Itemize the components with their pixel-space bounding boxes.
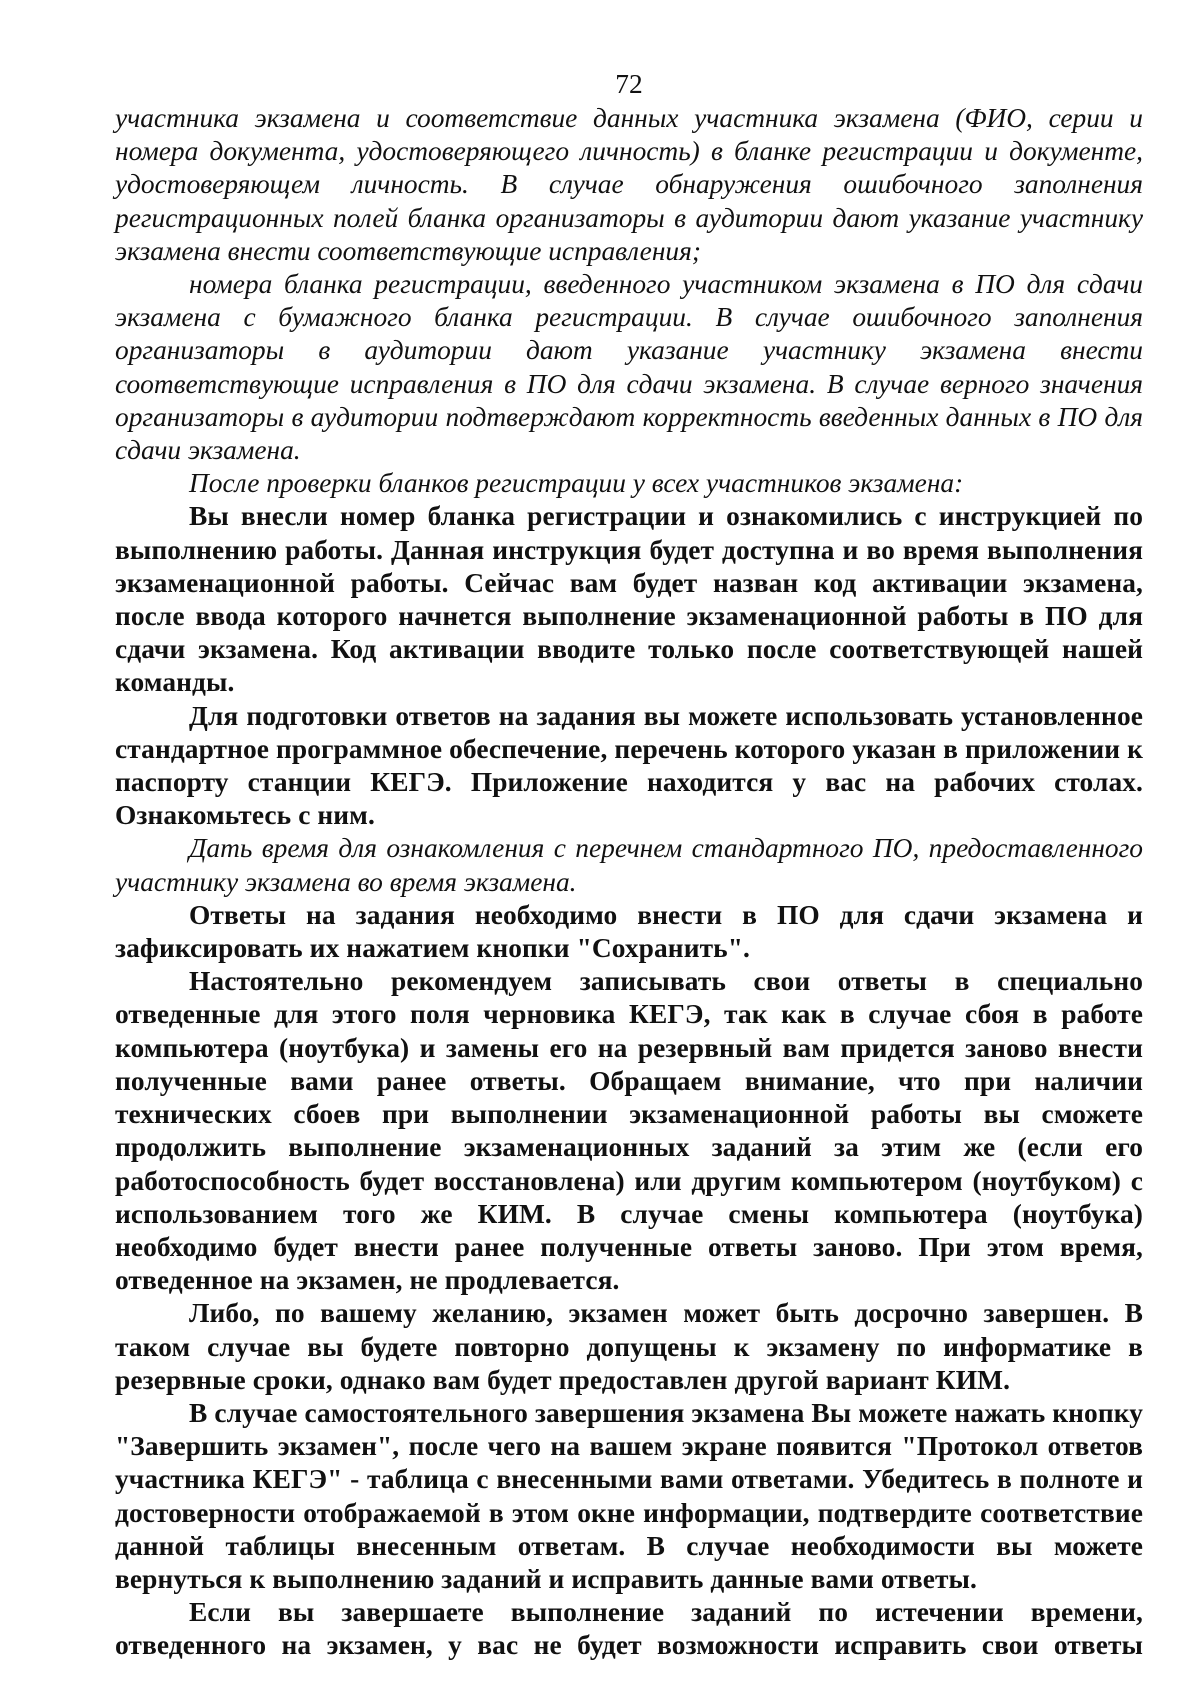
paragraph-familiarization-time: Дать время для ознакомления с перечнем стандартного ПО, предоставленного участнику экзамена во время экзамена. — [115, 833, 1143, 897]
paragraph-software: Для подготовки ответов на задания вы можете использовать установленное стандартное программное обеспечение, перечень которого указан в приложении к паспорту станции КЕГЭ. Приложение находится у вас на рабочих столах. Ознакомьтесь с ним. — [115, 700, 1143, 831]
paragraph-self-finish: В случае самостоятельного завершения экзамена Вы можете нажать кнопку "Завершить экзамен", после чего на вашем экране появится "Протокол ответов участника КЕГЭ" - таблица с внесенными вами ответами. Убедитесь в полноте и достоверности отображаемой в этом окне информации, подтвердите соответствие данной таблицы внесенным ответам. В случае необходимости вы можете вернуться к выполнению заданий и исправить данные вами ответы. — [115, 1397, 1143, 1594]
paragraph-after-check: После проверки бланков регистрации у всех участников экзамена: — [189, 468, 964, 499]
paragraph-registration-check: участника экзамена и соответствие данных участника экзамена (ФИО, серии и номера документа, удостоверяющего личность) в бланке регистрации и документе, удостоверяющем личность. В случае обнаружения ошибочного заполнения регистрационных полей бланка организаторы в аудитории дают указание участнику экзамена внести соответствующие исправления; — [115, 103, 1143, 266]
document-page — [115, 66, 1143, 1663]
paragraph-early-finish: Либо, по вашему желанию, экзамен может быть досрочно завершен. В таком случае вы будете повторно допущены к экзамену по информатике в резервные сроки, однако вам будет предоставлен другой вариант КИМ. — [115, 1298, 1143, 1395]
paragraph-blank-number-check: номера бланка регистрации, введенного участником экзамена в ПО для сдачи экзамена с бумажного бланка регистрации. В случае ошибочного заполнения организаторы в аудитории дают указание участнику экзамена внести соответствующие исправления в ПО для сдачи экзамена. В случае верного значения организаторы в аудитории подтверждают корректность введенных данных в ПО для сдачи экзамена. — [115, 269, 1143, 466]
page-number: 72 — [615, 69, 643, 99]
paragraph-save-answers: Ответы на задания необходимо внести в ПО для сдачи экзамена и зафиксировать их нажатием кнопки "Сохранить". — [115, 899, 1143, 964]
paragraph-time-expired: Если вы завершаете выполнение заданий по истечении времени, отведенного на экзамен, у вас не будет возможности исправить свои ответы — [115, 1597, 1143, 1661]
paragraph-draft-recommendation: Настоятельно рекомендуем записывать свои ответы в специально отведенные для этого поля черновика КЕГЭ, так как в случае сбоя в работе компьютера (ноутбука) и замены его на резервный вам придется заново внести полученные вами ранее ответы. Обращаем внимание, что при наличии технических сбоев при выполнении экзаменационной работы вы сможете продолжить выполнение экзаменационных заданий за этим же (если его работоспособность будет восстановлена) или другим компьютером (ноутбуком) с использованием того же КИМ. В случае смены компьютера (ноутбука) необходимо будет внести ранее полученные ответы заново. При этом время, отведенное на экзамен, не продлевается. — [115, 966, 1143, 1296]
paragraph-activation-code: Вы внесли номер бланка регистрации и ознакомились с инструкцией по выполнению работы. Данная инструкция будет доступна и во время выполнения экзаменационной работы. Сейчас вам будет назван код активации экзамена, после ввода которого начнется выполнение экзаменационной работы в ПО для сдачи экзамена. Код активации вводите только после соответствующей нашей команды. — [115, 501, 1143, 698]
